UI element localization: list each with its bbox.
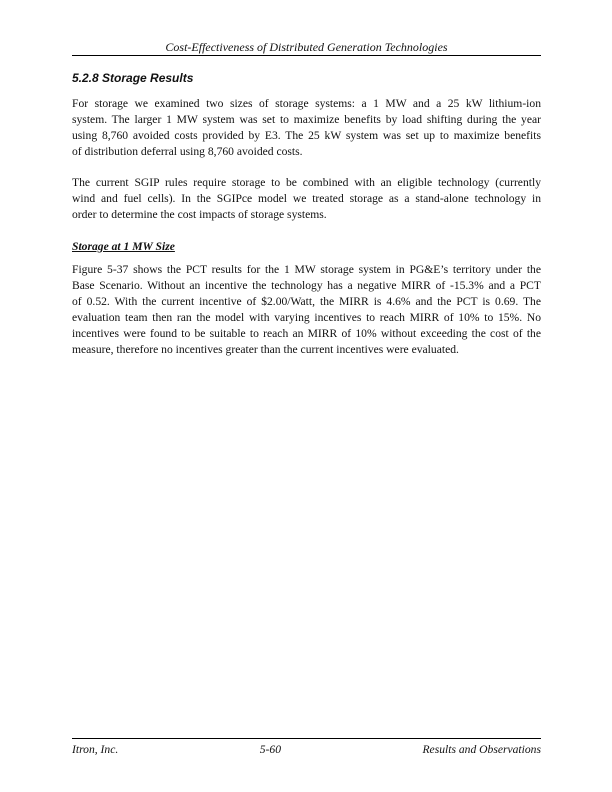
text-line: of distribution deferral using 8,760 avoided costs. [72, 145, 303, 158]
text-line: wind and fuel cells). In the SGIPce model we treated storage as a stand-alone technology in [72, 192, 541, 205]
paragraph-1 [72, 96, 541, 160]
text-line: incentives were found to be suitable to reach an MIRR of 10% without exceeding the cost of the [72, 327, 541, 340]
text-line: measure, therefore no incentives greater than the current incentives were evaluated. [72, 343, 459, 356]
paragraph-2 [72, 175, 541, 223]
page-number: 5-60 [259, 743, 281, 756]
text-line: evaluation team then ran the model with varying incentives to reach MIRR of 10% to 15%. No [72, 311, 541, 324]
section-heading: 5.2.8 Storage Results [72, 71, 194, 85]
text-line: using 8,760 avoided costs provided by E3. The 25 kW system was set up to maximize benefits [72, 129, 541, 142]
text-line: For storage we examined two sizes of storage systems: a 1 MW and a 25 kW lithium-ion [72, 97, 541, 110]
page-footer [72, 743, 541, 756]
text-line: order to determine the cost impacts of storage systems. [72, 208, 327, 221]
text-line: The current SGIP rules require storage to be combined with an eligible technology (currently [72, 176, 541, 189]
footer-rule [72, 738, 541, 739]
header-rule [72, 55, 541, 56]
text-line: Base Scenario. Without an incentive the technology has a negative MIRR of -15.3% and a PCT [72, 279, 541, 292]
footer-section: Results and Observations [422, 743, 541, 756]
text-line: system. The larger 1 MW system was set to maximize benefits by load shifting during the year [72, 113, 541, 126]
paragraph-3 [72, 262, 541, 358]
text-line: of 0.52. With the current incentive of $2.00/Watt, the MIRR is 4.6% and the PCT is 0.69. The [72, 295, 541, 308]
footer-company: Itron, Inc. [72, 743, 119, 756]
text-line: Figure 5-37 shows the PCT results for the 1 MW storage system in PG&E’s territory under the [72, 263, 541, 276]
running-header: Cost-Effectiveness of Distributed Generation Technologies [165, 40, 448, 54]
subheading: Storage at 1 MW Size [72, 240, 175, 253]
